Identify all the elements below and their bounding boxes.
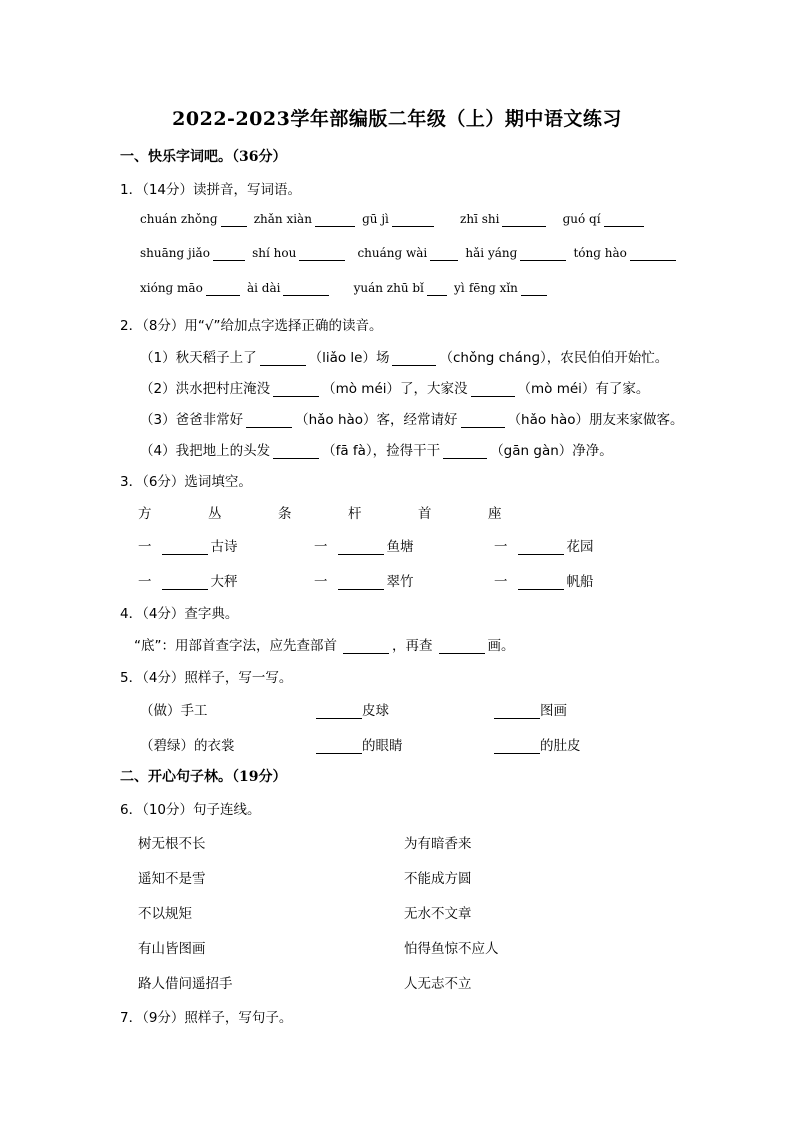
fill-item: [316, 734, 403, 754]
answer-blank[interactable]: [521, 281, 547, 296]
pinyin: tónɡ hào: [573, 246, 627, 260]
match-left-item[interactable]: 树无根不长: [138, 836, 206, 852]
fill-word: 鱼塘: [386, 539, 414, 555]
question-2-stem: 2．（8分）用“√”给加点字选择正确的读音。: [120, 318, 383, 334]
answer-blank[interactable]: [630, 246, 676, 261]
answer-blank[interactable]: [430, 246, 458, 261]
answer-blank[interactable]: [315, 212, 355, 227]
task-text: 画。: [487, 638, 515, 654]
measure-prefix: 一: [138, 539, 152, 555]
page-title: 2022-2023学年部编版二年级（上）期中语文练习: [172, 108, 622, 130]
fill-item: [494, 699, 567, 719]
pinyin: hǎi yánɡ: [465, 246, 518, 260]
answer-blank[interactable]: [162, 575, 208, 590]
answer-blank[interactable]: [206, 281, 240, 296]
word-option: 座: [488, 506, 502, 522]
answer-blank[interactable]: [443, 444, 487, 459]
example-phrase: （做）手工: [140, 703, 208, 719]
sentence-text: （mò méi）有了家。: [517, 381, 650, 397]
task-text: ，再查: [392, 638, 433, 654]
reading-sentence-2: [140, 377, 649, 397]
reading-sentence-3: [140, 408, 684, 428]
section-heading-2: 二、开心句子林。（19分）: [120, 769, 287, 785]
pinyin: shí hou: [252, 246, 297, 260]
question-6-stem: 6．（10分）句子连线。: [120, 802, 261, 818]
answer-blank[interactable]: [439, 639, 485, 654]
fill-item: [494, 535, 594, 555]
word-option: 丛: [208, 506, 222, 522]
fill-word: 大秤: [210, 574, 238, 590]
fill-item: [494, 570, 594, 590]
match-right-item[interactable]: 不能成方圆: [404, 871, 472, 887]
fill-item: [314, 570, 414, 590]
question-5-stem: 5．（4分）照样子，写一写。: [120, 670, 293, 686]
match-left-item[interactable]: 有山皆图画: [138, 941, 206, 957]
answer-blank[interactable]: [494, 704, 540, 719]
answer-blank[interactable]: [518, 575, 564, 590]
sentence-text: （fā fà），捡得干干: [322, 443, 441, 459]
answer-blank[interactable]: [604, 212, 644, 227]
fill-item: [494, 734, 581, 754]
fill-item: [138, 535, 238, 555]
measure-prefix: 一: [494, 574, 508, 590]
answer-blank[interactable]: [273, 382, 319, 397]
match-right-item[interactable]: 怕得鱼惊不应人: [404, 941, 499, 957]
sentence-text: （1）秋天稻子上了: [140, 350, 257, 366]
question-7-stem: 7．（9分）照样子，写句子。: [120, 1010, 293, 1026]
reading-sentence-4: [140, 439, 613, 459]
match-right-item[interactable]: 人无志不立: [404, 976, 472, 992]
answer-blank[interactable]: [427, 281, 447, 296]
pinyin: yì: [454, 281, 465, 295]
sentence-text: （4）我把地上的头发: [140, 443, 271, 459]
pinyin-row-3: [140, 281, 550, 296]
sentence-text: （hǎo hào）朋友来家做客。: [507, 412, 684, 428]
question-4-stem: 4．（4分）查字典。: [120, 606, 239, 622]
sentence-text: （hǎo hào）客，经常请好: [295, 412, 458, 428]
answer-blank[interactable]: [273, 444, 319, 459]
pinyin: ɡū jì: [362, 212, 389, 226]
measure-prefix: 一: [314, 574, 328, 590]
section-heading-1: 一、快乐字词吧。（36分）: [120, 149, 287, 165]
answer-blank[interactable]: [221, 212, 247, 227]
answer-blank[interactable]: [299, 246, 345, 261]
answer-blank[interactable]: [162, 540, 208, 555]
sentence-text: （mò méi）了，大家没: [322, 381, 468, 397]
answer-blank[interactable]: [461, 413, 505, 428]
pinyin: fēnɡ xǐn: [468, 281, 518, 295]
answer-blank[interactable]: [316, 704, 362, 719]
answer-blank[interactable]: [471, 382, 515, 397]
answer-blank[interactable]: [343, 639, 389, 654]
question-1-stem: 1．（14分）读拼音，写词语。: [120, 182, 302, 198]
answer-blank[interactable]: [520, 246, 566, 261]
fill-word: 图画: [540, 703, 567, 719]
word-option: 杆: [348, 506, 362, 522]
sentence-text: （2）洪水把村庄淹没: [140, 381, 271, 397]
fill-word: 翠竹: [386, 574, 414, 590]
pinyin: zhǎn xiàn: [253, 212, 312, 226]
task-text: “底”：用部首查字法，应先查部首: [134, 638, 337, 654]
measure-prefix: 一: [138, 574, 152, 590]
sentence-text: （chǒng chánɡ），农民伯伯开始忙。: [439, 350, 669, 366]
pinyin: shuāng jiǎo: [140, 246, 210, 260]
answer-blank[interactable]: [518, 540, 564, 555]
answer-blank[interactable]: [260, 351, 306, 366]
fill-item: [314, 535, 414, 555]
answer-blank[interactable]: [392, 212, 434, 227]
answer-blank[interactable]: [502, 212, 546, 227]
fill-word: 皮球: [362, 703, 389, 719]
match-left-item[interactable]: 遥知不是雪: [138, 871, 206, 887]
sentence-text: （gān gàn）净净。: [490, 443, 613, 459]
word-option: 方: [138, 506, 152, 522]
match-left-item[interactable]: 不以规矩: [138, 906, 192, 922]
sentence-text: （liǎo le）场: [308, 350, 390, 366]
pinyin-row-1: [140, 212, 647, 227]
answer-blank[interactable]: [392, 351, 436, 366]
answer-blank[interactable]: [338, 540, 384, 555]
answer-blank[interactable]: [283, 281, 329, 296]
fill-word: 的肚皮: [540, 738, 581, 754]
pinyin: yuán zhū bǐ: [353, 281, 424, 295]
dictionary-task: [134, 634, 515, 654]
pinyin-row-2: [140, 246, 679, 261]
answer-blank[interactable]: [246, 413, 292, 428]
measure-prefix: 一: [494, 539, 508, 555]
pinyin: xiónɡ māo: [140, 281, 203, 295]
answer-blank[interactable]: [213, 246, 245, 261]
word-option: 条: [278, 506, 292, 522]
match-left-item[interactable]: 路人借问遥招手: [138, 976, 233, 992]
pinyin: chuánɡ wài: [357, 246, 428, 260]
pinyin: zhī shi: [460, 212, 500, 226]
example-phrase: （碧绿）的衣裳: [140, 738, 235, 754]
fill-word: 古诗: [210, 539, 238, 555]
question-3-stem: 3．（6分）选词填空。: [120, 474, 252, 490]
fill-word: 帆船: [566, 574, 594, 590]
fill-word: 花园: [566, 539, 594, 555]
answer-blank[interactable]: [338, 575, 384, 590]
answer-blank[interactable]: [316, 739, 362, 754]
measure-prefix: 一: [314, 539, 328, 555]
pinyin: ɡuó qí: [562, 212, 601, 226]
sentence-text: （3）爸爸非常好: [140, 412, 244, 428]
fill-item: [316, 699, 389, 719]
fill-item: [138, 570, 238, 590]
word-option: 首: [418, 506, 432, 522]
match-right-item[interactable]: 为有暗香来: [404, 836, 472, 852]
pinyin: ài dài: [246, 281, 281, 295]
reading-sentence-1: [140, 346, 668, 366]
match-right-item[interactable]: 无水不文章: [404, 906, 472, 922]
pinyin: chuán zhǒnɡ: [140, 212, 218, 226]
answer-blank[interactable]: [494, 739, 540, 754]
fill-word: 的眼睛: [362, 738, 403, 754]
